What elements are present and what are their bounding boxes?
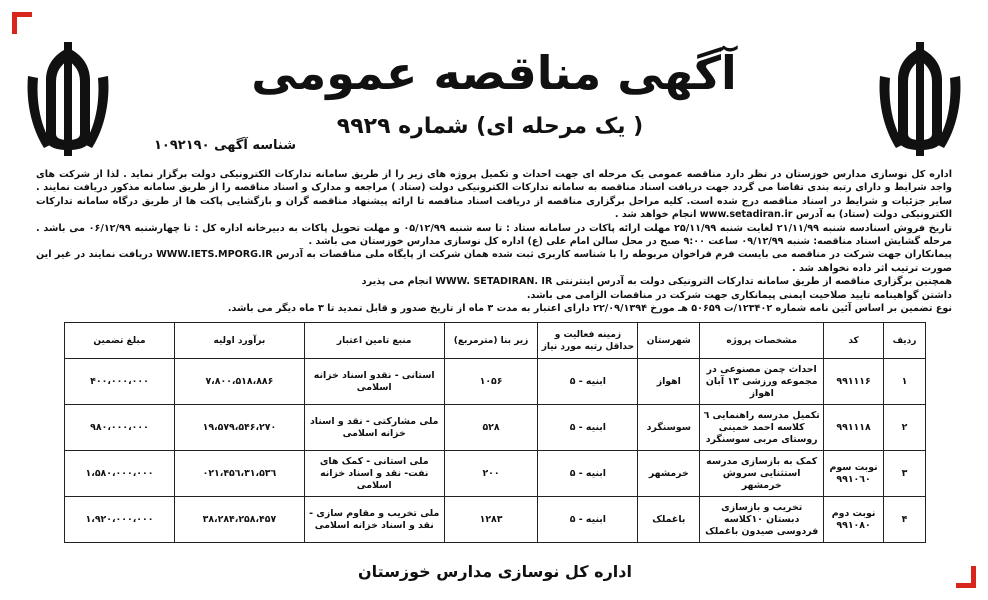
table-cell: ۱۹،۵۷۹،۵۴۶،۲۷۰	[174, 405, 304, 451]
tender-number: ( یک مرحله ای) شماره ۹۹۲۹	[336, 114, 644, 139]
column-header: شهرستان	[638, 323, 700, 359]
table-cell: ۴۰۰،۰۰۰،۰۰۰	[65, 359, 175, 405]
column-header: زمینه فعالیت و حداقل رتبه مورد نیاز	[538, 323, 638, 359]
table-cell: ۳۱،۵۳٦،۴۵٦،۰۲۱	[174, 451, 304, 497]
table-cell: نوبت سوم ۹۹۱۰٦۰	[824, 451, 884, 497]
table-cell: ۹۸۰،۰۰۰،۰۰۰	[65, 405, 175, 451]
table-header-row	[65, 323, 926, 359]
table-cell: ۲۰۰	[444, 451, 538, 497]
table-cell: ملی تخریب و مقاوم سازی - نقد و اسناد خزانه اسلامی	[304, 497, 444, 543]
column-header: برآورد اولیه	[174, 323, 304, 359]
table-cell: ۵۲۸	[444, 405, 538, 451]
table-cell: باغملک	[638, 497, 700, 543]
column-header: مشخصات پروژه	[700, 323, 824, 359]
table-cell: تخریب و بازسازی دبستان ۱۰کلاسه فردوسی صیدون باغملک	[700, 497, 824, 543]
table-cell: ۳۸،۲۸۴،۲۵۸،۴۵۷	[174, 497, 304, 543]
table-cell: تکمیل مدرسه راهنمایی ٦ کلاسه احمد خمینی روستای مربی سوسنگرد	[700, 405, 824, 451]
body-paragraph: اداره کل نوسازی مدارس خوزستان در نظر دارد مناقصه عمومی یک مرحله ای جهت احداث و تکمیل پروژه های زیر را از طریق سامانه تدارکات الکترونیکی دولت برگزار نماید . لذا از شرکت های واجد شرایط و دارای رتبه بندی تقاضا می گردد جهت دریافت اسناد مناقصه به سامانه تدارکات الکترونیکی دولت (ستاد ) مراجعه و مدارک و اسناد مناقصه را از طریق سامانه مذکور دریافت نمایند . سایر جزئیات و شرایط در اسناد مناقصه درج شده است. کلیه مراحل برگزاری مناقصه از دریافت اسناد مناقصه تا ارائه پیشنهاد مناقصه گران و بازگشایی پاکت ها از طریق درگاه سامانه تدارکات الکترونیکی دولت (ستاد) به آدرس www.setadiran.ir انجام خواهد شد .	[36, 169, 952, 221]
table-cell: ۳	[884, 451, 926, 497]
table-cell: ابنیه - ۵	[538, 451, 638, 497]
table-cell: ابنیه - ۵	[538, 359, 638, 405]
table-cell: استانی - نقدو اسناد خزانه اسلامی	[304, 359, 444, 405]
table-cell: سوسنگرد	[638, 405, 700, 451]
column-header: کد	[824, 323, 884, 359]
table-row	[65, 405, 926, 451]
page-title: آگهی مناقصه عمومی	[251, 46, 737, 100]
table-cell: اهواز	[638, 359, 700, 405]
column-header: منبع تامین اعتبار	[304, 323, 444, 359]
notice-id: شناسه آگهی ۱۰۹۲۱۹۰	[154, 138, 296, 153]
table-cell: ابنیه - ۵	[538, 405, 638, 451]
table-cell: ملی استانی - کمک های نفت- نقد و اسناد خزانه اسلامی	[304, 451, 444, 497]
issuer-footer: اداره کل نوسازی مدارس خوزستان	[358, 562, 632, 581]
table-row	[65, 497, 926, 543]
projects-table	[64, 322, 926, 543]
body-paragraph: تاریخ فروش اسنادسه شنبه ۲۱/۱۱/۹۹ لغایت شنبه ۲۵/۱۱/۹۹ مهلت ارائه پاکات در سامانه ستاد : تا سه شنبه ۰۵/۱۲/۹۹ و مهلت تحویل پاکات به دبیرخانه اداره کل : تا چهارشنبه ۰۶/۱۲/۹۹ می باشد . مرحله گشایش اسناد مناقصه: شنبه ۰۹/۱۲/۹۹ ساعت ۹:۰۰ صبح در محل سالن امام علی (ع) اداره کل نوسازی مدارس خوزستان می باشد .	[36, 222, 952, 248]
table-cell: ۱	[884, 359, 926, 405]
body-paragraph: داشتن گواهینامه تایید صلاحیت ایمنی پیمانکاری جهت شرکت در مناقصات الزامی می باشد.	[526, 289, 952, 301]
iran-emblem-icon	[24, 40, 112, 160]
notice-body	[36, 168, 952, 315]
table-cell: ۱،۵۸۰،۰۰۰،۰۰۰	[65, 451, 175, 497]
table-cell: ۲	[884, 405, 926, 451]
table-cell: ۷،۸۰۰،۵۱۸،۸۸۶	[174, 359, 304, 405]
column-header: ردیف	[884, 323, 926, 359]
column-header: مبلغ تضمین	[65, 323, 175, 359]
table-cell: خرمشهر	[638, 451, 700, 497]
table-cell: ۱۰۵۶	[444, 359, 538, 405]
body-paragraph: نوع تضمین بر اساس آئین نامه شماره ۱۲۳۴۰۲/ت ۵۰۶۵۹ هـ مورخ ۲۲/۰۹/۱۳۹۴ دارای اعتبار به مدت ۳ ماه از تاریخ صدور و قابل تمدید تا ۳ ماه دیگر می باشد.	[227, 303, 952, 315]
corner-mark-bottom-right	[971, 566, 976, 588]
table-cell: احداث چمن مصنوعی در مجموعه ورزشی ۱۳ آبان اهواز	[700, 359, 824, 405]
table-cell: ۹۹۱۱۱۶	[824, 359, 884, 405]
body-paragraph: پیمانکاران جهت شرکت در مناقصه می بایست فرم فراخوان مربوطه را با شناسه کاربری ثبت شده همان شرکت از پایگاه ملی مناقصات به آدرس WWW.IETS.MPORG.IR دریافت نمایند در غیر این صورت ترتیب اثر داده نخواهد شد .	[36, 249, 952, 274]
corner-mark-top-left	[12, 12, 17, 34]
table-cell: ملی مشارکتی - نقد و اسناد خزانه اسلامی	[304, 405, 444, 451]
table-row	[65, 451, 926, 497]
body-paragraph: همچنین برگزاری مناقصه از طریق سامانه تدارکات الترونیکی دولت به آدرس اینترنتی WWW. SETADIRAN. IR انجام می پذیرد	[361, 276, 952, 288]
table-cell: ۹۹۱۱۱۸	[824, 405, 884, 451]
table-cell: ۱،۹۲۰،۰۰۰،۰۰۰	[65, 497, 175, 543]
table-row	[65, 359, 926, 405]
iran-emblem-icon	[876, 40, 964, 160]
table-cell: نوبت دوم ۹۹۱۰۸۰	[824, 497, 884, 543]
column-header: زیر بنا (مترمربع)	[444, 323, 538, 359]
table-cell: کمک به بازسازی مدرسه استثنایی سروش خرمشهر	[700, 451, 824, 497]
table-cell: ابنیه - ۵	[538, 497, 638, 543]
table-cell: ۱۲۸۳	[444, 497, 538, 543]
table-cell: ۴	[884, 497, 926, 543]
